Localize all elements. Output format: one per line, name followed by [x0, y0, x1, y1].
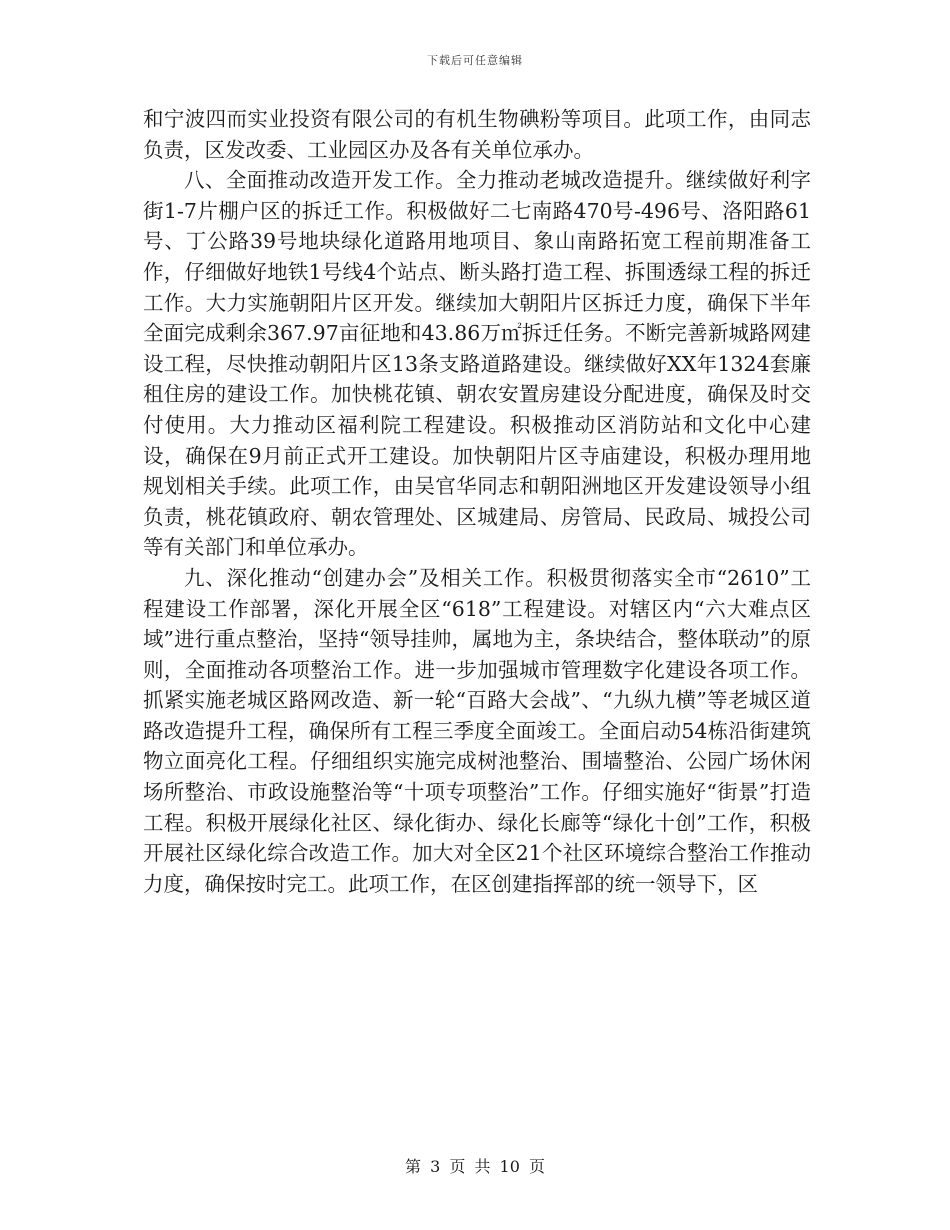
document-body: [143, 104, 811, 899]
paragraph-continuation: 和宁波四而实业投资有限公司的有机生物碘粉等项目。此项工作，由同志负责，区发改委、工业园区办及各有关单位承办。: [143, 107, 811, 162]
page-number-footer: 第 3 页 共 10 页: [405, 1157, 545, 1176]
page-header: 下载后可任意编辑: [427, 54, 523, 67]
paragraph-section-8: 八、全面推动改造开发工作。全力推动老城改造提升。继续做好利字街1-7片棚户区的拆迁工作。积极做好二七南路470号-496号、洛阳路61号、丁公路39号地块绿化道路用地项目、象山南路拓宽工程前期准备工作，仔细做好地铁1号线4个站点、断头路打造工程、拆围透绿工程的拆迁工作。大力实施朝阳片区开发。继续加大朝阳片区拆迁力度，确保下半年全面完成剩余367.97亩征地和43.86万㎡拆迁任务。不断完善新城路网建设工程，尽快推动朝阳片区13条支路道路建设。继续做好XX年1324套廉租住房的建设工作。加快桃花镇、朝农安置房建设分配进度，确保及时交付使用。大力推动区福利院工程建设。积极推动区消防站和文化中心建设，确保在9月前正式开工建设。加快朝阳片区寺庙建设，积极办理用地规划相关手续。此项工作，由吴官华同志和朝阳洲地区开发建设领导小组负责，桃花镇政府、朝农管理处、区城建局、房管局、民政局、城投公司等有关部门和单位承办。: [143, 168, 811, 560]
paragraph-section-9: 九、深化推动“创建办会”及相关工作。积极贯彻落实全市“2610”工程建设工作部署，深化开展全区“618”工程建设。对辖区内“六大难点区域”进行重点整治，坚持“领导挂帅，属地为主，条块结合，整体联动”的原则，全面推动各项整治工作。进一步加强城市管理数字化建设各项工作。抓紧实施老城区路网改造、新一轮“百路大会战”、“九纵九横”等老城区道路改造提升工程，确保所有工程三季度全面竣工。全面启动54栋沿街建筑物立面亮化工程。仔细组织实施完成树池整治、围墙整治、公园广场休闲场所整治、市政设施整治等“十项专项整治”工作。仔细实施好“街景”打造工程。积极开展绿化社区、绿化街办、绿化长廊等“绿化十创”工作，积极开展社区绿化综合改造工作。加大对全区21个社区环境综合整治工作推动力度，确保按时完工。此项工作，在区创建指挥部的统一领导下，区: [143, 565, 811, 896]
